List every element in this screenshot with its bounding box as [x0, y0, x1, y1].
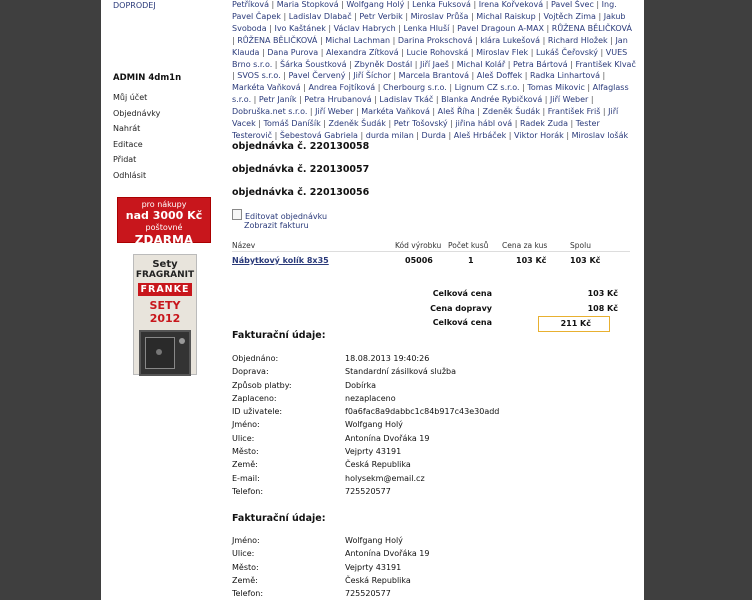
customer-link[interactable]: Jiří Jaeš: [419, 59, 449, 69]
customer-link[interactable]: Zdeněk Šudák: [328, 119, 386, 129]
billing-details: [232, 352, 612, 498]
billing-field-value: 18.08.2013 19:40:26: [345, 354, 430, 363]
customer-link[interactable]: Miroslav lošák: [571, 130, 629, 140]
separator: |: [307, 107, 316, 117]
customer-link[interactable]: VUES Brno s.r.o.: [232, 47, 628, 69]
customer-link[interactable]: Jan Klauda: [232, 35, 628, 57]
main-content: [232, 0, 637, 600]
separator: |: [600, 107, 609, 117]
billing-row: [232, 365, 612, 378]
col-code: Kód výrobku: [395, 239, 448, 252]
separator: |: [539, 107, 548, 117]
separator: |: [296, 95, 305, 105]
customer-link[interactable]: Petr Verbik: [359, 11, 403, 21]
customer-link[interactable]: Lukáš Čeřovský: [535, 47, 598, 57]
separator: |: [447, 119, 456, 129]
separator: |: [595, 11, 604, 21]
customer-link[interactable]: Lenka Hluší: [403, 23, 450, 33]
separator: |: [251, 95, 259, 105]
franke-logo: FRANKE: [138, 283, 192, 296]
promo2-line2: FRAGRANIT: [135, 270, 195, 280]
separator: |: [519, 83, 528, 93]
customer-link[interactable]: Alfaglass s.r.o.: [232, 83, 629, 105]
billing-field-label: Způsob platby:: [232, 380, 292, 390]
final-price-value: 211 Kč: [538, 316, 610, 332]
separator: |: [375, 83, 383, 93]
separator: |: [272, 59, 281, 69]
customer-link[interactable]: Lenka Fuksová: [412, 0, 471, 9]
show-invoice-link[interactable]: Zobrazit fakturu: [244, 221, 309, 230]
customer-link[interactable]: Radek Zuda: [520, 119, 568, 129]
separator: |: [468, 11, 477, 21]
customer-link[interactable]: Petříková: [232, 0, 269, 9]
customer-link[interactable]: František Klvač: [575, 59, 636, 69]
free-shipping-banner[interactable]: [117, 197, 211, 247]
customer-link[interactable]: Michal Raiskup: [476, 11, 536, 21]
separator: |: [542, 95, 551, 105]
billing-field-label: Jméno:: [232, 420, 260, 430]
billing-field-value: Standardní zásilková služba: [345, 367, 457, 377]
separator: |: [469, 71, 477, 81]
customer-link[interactable]: Cherbourg s.r.o.: [383, 83, 447, 93]
delivery-field-label: Ulice:: [232, 549, 255, 559]
customer-link[interactable]: Alexandra Zítková: [325, 47, 399, 57]
separator: |: [413, 130, 422, 140]
price-value: 103 Kč: [587, 289, 618, 298]
separator: |: [404, 0, 413, 9]
billing-row: [232, 485, 612, 498]
item-name-link[interactable]: Nábytkový kolík 8x35: [232, 255, 329, 265]
customer-link[interactable]: Jiří Weber: [550, 95, 589, 105]
separator: |: [512, 119, 520, 129]
col-total: Spolu: [570, 239, 630, 252]
customer-link[interactable]: Ladislav Dlabač: [288, 11, 352, 21]
item-code: 05006: [405, 255, 433, 265]
menu-link-add[interactable]: Přidat: [113, 155, 137, 164]
billing-row: [232, 472, 612, 485]
billing-row: [232, 405, 612, 418]
separator: |: [433, 95, 442, 105]
billing-field-value: Dobírka: [345, 380, 377, 390]
separator: |: [567, 59, 576, 69]
delivery-row: [232, 534, 612, 547]
separator: |: [269, 0, 277, 9]
separator: |: [448, 59, 457, 69]
separator: |: [338, 0, 347, 9]
billing-field-value: Česká Republika: [345, 460, 411, 470]
item-total: 103 Kč: [570, 255, 601, 265]
sink-tap: [179, 338, 185, 344]
separator: |: [593, 0, 602, 9]
separator: |: [232, 35, 238, 45]
order-items-table: [232, 239, 630, 268]
admin-menu: [113, 90, 160, 183]
edit-order-row: [232, 209, 327, 220]
customer-link[interactable]: Petra Hrubanová: [304, 95, 372, 105]
billing-field-label: Zaplaceno:: [232, 393, 277, 403]
delivery-field-label: Telefon:: [232, 589, 264, 599]
customer-link[interactable]: Andrea Fojtíková: [308, 83, 376, 93]
separator: |: [320, 119, 329, 129]
billing-row: [232, 379, 612, 392]
customer-link[interactable]: Šebestová Gabriela: [279, 130, 358, 140]
doprodej-link[interactable]: DOPRODEJ: [113, 1, 156, 10]
menu-item-account: [113, 90, 160, 106]
billing-row: [232, 392, 612, 405]
customer-link[interactable]: Blanka Andrée Rybičková: [441, 95, 543, 105]
billing-row: [232, 445, 612, 458]
separator: |: [390, 35, 398, 45]
customer-link[interactable]: Jiří Šíchor: [353, 71, 391, 81]
billing-field-label: Země:: [232, 460, 258, 470]
separator: |: [528, 47, 536, 57]
customer-link[interactable]: Ladislav Tkáč: [379, 95, 434, 105]
menu-link-edit[interactable]: Editace: [113, 139, 143, 149]
separator: |: [325, 23, 334, 33]
customer-link[interactable]: Petr Tošovský: [393, 119, 448, 129]
delivery-field-value: 725520577: [345, 589, 391, 599]
delivery-heading: Fakturační údaje:: [232, 513, 326, 524]
delivery-field-value: Antonína Dvořáka 19: [345, 549, 430, 559]
separator: |: [402, 11, 411, 21]
order-heading-1[interactable]: objednávka č. 220130058: [232, 141, 370, 152]
customer-link[interactable]: Petra Bártová: [512, 59, 568, 69]
edit-icon: [232, 209, 242, 220]
billing-field-value: Vejprty 43191: [345, 447, 402, 457]
customer-link[interactable]: Michal Lachman: [325, 35, 391, 45]
separator: |: [468, 47, 477, 57]
customer-link[interactable]: Michal Kolář: [456, 59, 506, 69]
customer-link[interactable]: Dobruška.net s.r.o.: [232, 107, 308, 117]
customer-link[interactable]: Lignum CZ s.r.o.: [454, 83, 520, 93]
delivery-row: [232, 547, 612, 560]
separator: |: [232, 71, 238, 81]
edit-order-link[interactable]: Editovat objednávku: [245, 212, 328, 221]
sink-drain: [156, 349, 162, 355]
separator: |: [563, 130, 572, 140]
billing-row: [232, 432, 612, 445]
separator: |: [470, 0, 479, 9]
customer-link[interactable]: Aleš Doffek: [476, 71, 523, 81]
delivery-field-value: Vejprty 43191: [345, 562, 402, 572]
customer-link[interactable]: Irena Kořveková: [478, 0, 544, 9]
item-qty: 1: [468, 255, 474, 265]
customer-link[interactable]: Ing. Pavel Čapek: [232, 0, 617, 21]
sidebar: [101, 0, 223, 600]
customer-link[interactable]: RŮŽENA BĚLIČKOVÁ: [237, 35, 318, 45]
menu-item-edit: [113, 137, 160, 153]
billing-row: [232, 458, 612, 471]
customer-link[interactable]: Viktor Horák: [514, 130, 564, 140]
customer-link[interactable]: Pavel Švec: [550, 0, 594, 9]
separator: |: [390, 71, 399, 81]
customer-link[interactable]: Markéta Vaňková: [232, 83, 301, 93]
menu-link-account[interactable]: Můj účet: [113, 93, 148, 102]
sink-image: [139, 330, 191, 376]
customer-link[interactable]: Markéta Vaňková: [361, 107, 430, 117]
separator: |: [317, 35, 326, 45]
col-qty: Počet kusů: [448, 239, 502, 252]
table-header-row: [232, 239, 630, 252]
customer-link[interactable]: Pavel Dragoun A-MAX: [457, 23, 545, 33]
customer-link[interactable]: durda milan: [365, 130, 414, 140]
order-heading-3: objednávka č. 220130056: [232, 187, 370, 198]
customer-link[interactable]: Darina Prokschová: [397, 35, 473, 45]
separator: |: [544, 23, 552, 33]
separator: |: [506, 130, 515, 140]
customer-link[interactable]: Dana Purova: [267, 47, 319, 57]
table-row: [232, 252, 630, 269]
delivery-field-label: Město:: [232, 562, 259, 572]
customer-link[interactable]: Miroslav Průša: [410, 11, 469, 21]
separator: |: [474, 107, 483, 117]
admin-title: ADMIN 4dm1n: [113, 73, 182, 83]
customer-link[interactable]: Miroslav Flek: [476, 47, 529, 57]
separator: |: [607, 35, 616, 45]
menu-item-upload: [113, 121, 160, 137]
billing-field-label: Město:: [232, 447, 259, 457]
billing-field-value: f0a6fac8a9dabbc1c84b917c43e30add: [345, 407, 500, 417]
delivery-field-value: Česká Republika: [345, 575, 411, 585]
col-name: Název: [232, 239, 395, 252]
separator: |: [588, 95, 594, 105]
promo2-line1: Sety: [152, 259, 178, 270]
separator: |: [395, 23, 404, 33]
billing-field-label: Doprava:: [232, 367, 269, 377]
doprodej-link-wrap: [113, 1, 156, 10]
order-actions: [232, 209, 327, 231]
delivery-details: [232, 534, 612, 600]
promo1-line3: [118, 222, 210, 248]
separator: |: [346, 59, 355, 69]
separator: |: [597, 47, 606, 57]
billing-row: [232, 418, 612, 431]
customer-link[interactable]: František Friš: [547, 107, 601, 117]
customer-link[interactable]: Wolfgang Holý: [346, 0, 405, 9]
page-container: [101, 0, 644, 600]
billing-field-label: Objednáno:: [232, 354, 279, 363]
separator: |: [357, 130, 366, 140]
customer-link[interactable]: Pavel Červený: [288, 71, 346, 81]
delivery-field-label: Země:: [232, 575, 258, 585]
promo1-line3b: ZDARMA: [134, 233, 194, 247]
customer-link[interactable]: SVOS s.r.o.: [237, 71, 281, 81]
item-unit-price: 103 Kč: [516, 255, 547, 265]
customer-link[interactable]: Tomas Mikovic: [527, 83, 585, 93]
billing-field-value: nezaplaceno: [345, 393, 396, 403]
customer-link[interactable]: Ivo Kaštánek: [274, 23, 326, 33]
customer-link[interactable]: Tomáš Daníšík: [263, 119, 321, 129]
customer-link[interactable]: Václav Habrych: [333, 23, 396, 33]
promo1-line1: pro nákupy: [141, 200, 187, 209]
shipping-value: 108 Kč: [587, 303, 618, 313]
separator: |: [272, 130, 280, 140]
customer-list: [232, 0, 637, 142]
delivery-field-label: Jméno:: [232, 536, 260, 545]
franke-banner[interactable]: [133, 254, 197, 375]
shipping-label: Cena dopravy: [430, 303, 492, 313]
menu-link-logout[interactable]: Odhlásit: [113, 170, 147, 180]
customer-link[interactable]: Vojtěch Zima: [543, 11, 596, 21]
customer-link[interactable]: Jiří Vacek: [232, 107, 619, 129]
separator: |: [449, 23, 458, 33]
separator: |: [445, 130, 454, 140]
billing-field-value: Antonína Dvořáka 19: [345, 433, 430, 443]
billing-field-value: Wolfgang Holý: [345, 420, 403, 430]
promo2-line3: SETY 2012: [149, 299, 181, 325]
separator: |: [280, 11, 289, 21]
separator: |: [412, 59, 420, 69]
promo1-line2: nad 3000 Kč: [125, 209, 203, 222]
billing-field-value: 725520577: [345, 486, 391, 496]
menu-link-upload[interactable]: Nahrát: [113, 124, 141, 133]
customer-link[interactable]: Zbyněk Dostál: [354, 59, 413, 69]
billing-field-value: holysekm@email.cz: [345, 473, 425, 483]
billing-field-label: E-mail:: [232, 473, 260, 483]
customer-link[interactable]: Maria Stopková: [276, 0, 339, 9]
customer-link[interactable]: Šárka Šoustková: [280, 59, 347, 69]
billing-heading: Fakturační údaje:: [232, 330, 326, 341]
separator: |: [280, 71, 289, 81]
customer-link[interactable]: Radka Linhartová: [530, 71, 600, 81]
customer-link[interactable]: Aleš Říha: [437, 107, 475, 117]
separator: |: [543, 0, 551, 9]
menu-item-orders: [113, 106, 160, 122]
customer-link[interactable]: Jiří Weber: [315, 107, 354, 117]
separator: |: [300, 83, 309, 93]
menu-link-orders[interactable]: Objednávky: [113, 108, 161, 118]
separator: |: [266, 23, 275, 33]
customer-link[interactable]: Aleš Hrbáček: [453, 130, 507, 140]
separator: |: [371, 95, 380, 105]
customer-link[interactable]: RŮŽENA BĚLIČKOVÁ: [551, 23, 632, 33]
separator: |: [472, 35, 481, 45]
billing-field-label: Telefon:: [232, 486, 264, 496]
item-name-cell: [232, 252, 395, 269]
customer-link[interactable]: Durda: [421, 130, 446, 140]
billing-field-label: ID uživatele:: [232, 407, 283, 417]
menu-item-add: [113, 152, 160, 168]
promo1-line3a: poštovné: [145, 223, 183, 232]
delivery-field-value: Wolfgang Holý: [345, 536, 403, 545]
billing-field-label: Ulice:: [232, 433, 255, 443]
separator: |: [353, 107, 362, 117]
customer-link[interactable]: Zdeněk Šudák: [482, 107, 540, 117]
customer-link[interactable]: Lucie Rohovská: [406, 47, 469, 57]
customer-link[interactable]: Tester Testerovič: [232, 119, 600, 140]
delivery-row: [232, 587, 612, 600]
separator: |: [259, 47, 268, 57]
separator: |: [584, 83, 593, 93]
separator: |: [446, 83, 455, 93]
customer-link[interactable]: Petr Janík: [258, 95, 297, 105]
customer-link[interactable]: Jakub Svoboda: [232, 11, 626, 33]
customer-link[interactable]: jiřina hábl ová: [455, 119, 513, 129]
separator: |: [522, 71, 531, 81]
separator: |: [535, 11, 544, 21]
customer-link[interactable]: Marcela Brantová: [398, 71, 469, 81]
separator: |: [351, 11, 360, 21]
price-label: Celková cena: [432, 289, 492, 298]
order-heading-2[interactable]: objednávka č. 220130057: [232, 164, 370, 175]
separator: |: [505, 59, 513, 69]
col-unit-price: Cena za kus: [502, 239, 570, 252]
delivery-row: [232, 561, 612, 574]
separator: |: [568, 119, 576, 129]
separator: |: [398, 47, 407, 57]
separator: |: [255, 119, 264, 129]
separator: |: [429, 107, 438, 117]
customer-link[interactable]: klára Lukešová: [480, 35, 541, 45]
separator: |: [540, 35, 548, 45]
invoice-row: [232, 220, 327, 231]
separator: |: [318, 47, 326, 57]
separator: |: [385, 119, 394, 129]
customer-link[interactable]: Richard Hložek: [547, 35, 608, 45]
delivery-row: [232, 574, 612, 587]
separator: |: [345, 71, 354, 81]
menu-item-logout: [113, 168, 160, 184]
final-price-label: Celková cena: [432, 318, 492, 327]
billing-row: [232, 352, 612, 365]
separator: |: [600, 71, 606, 81]
